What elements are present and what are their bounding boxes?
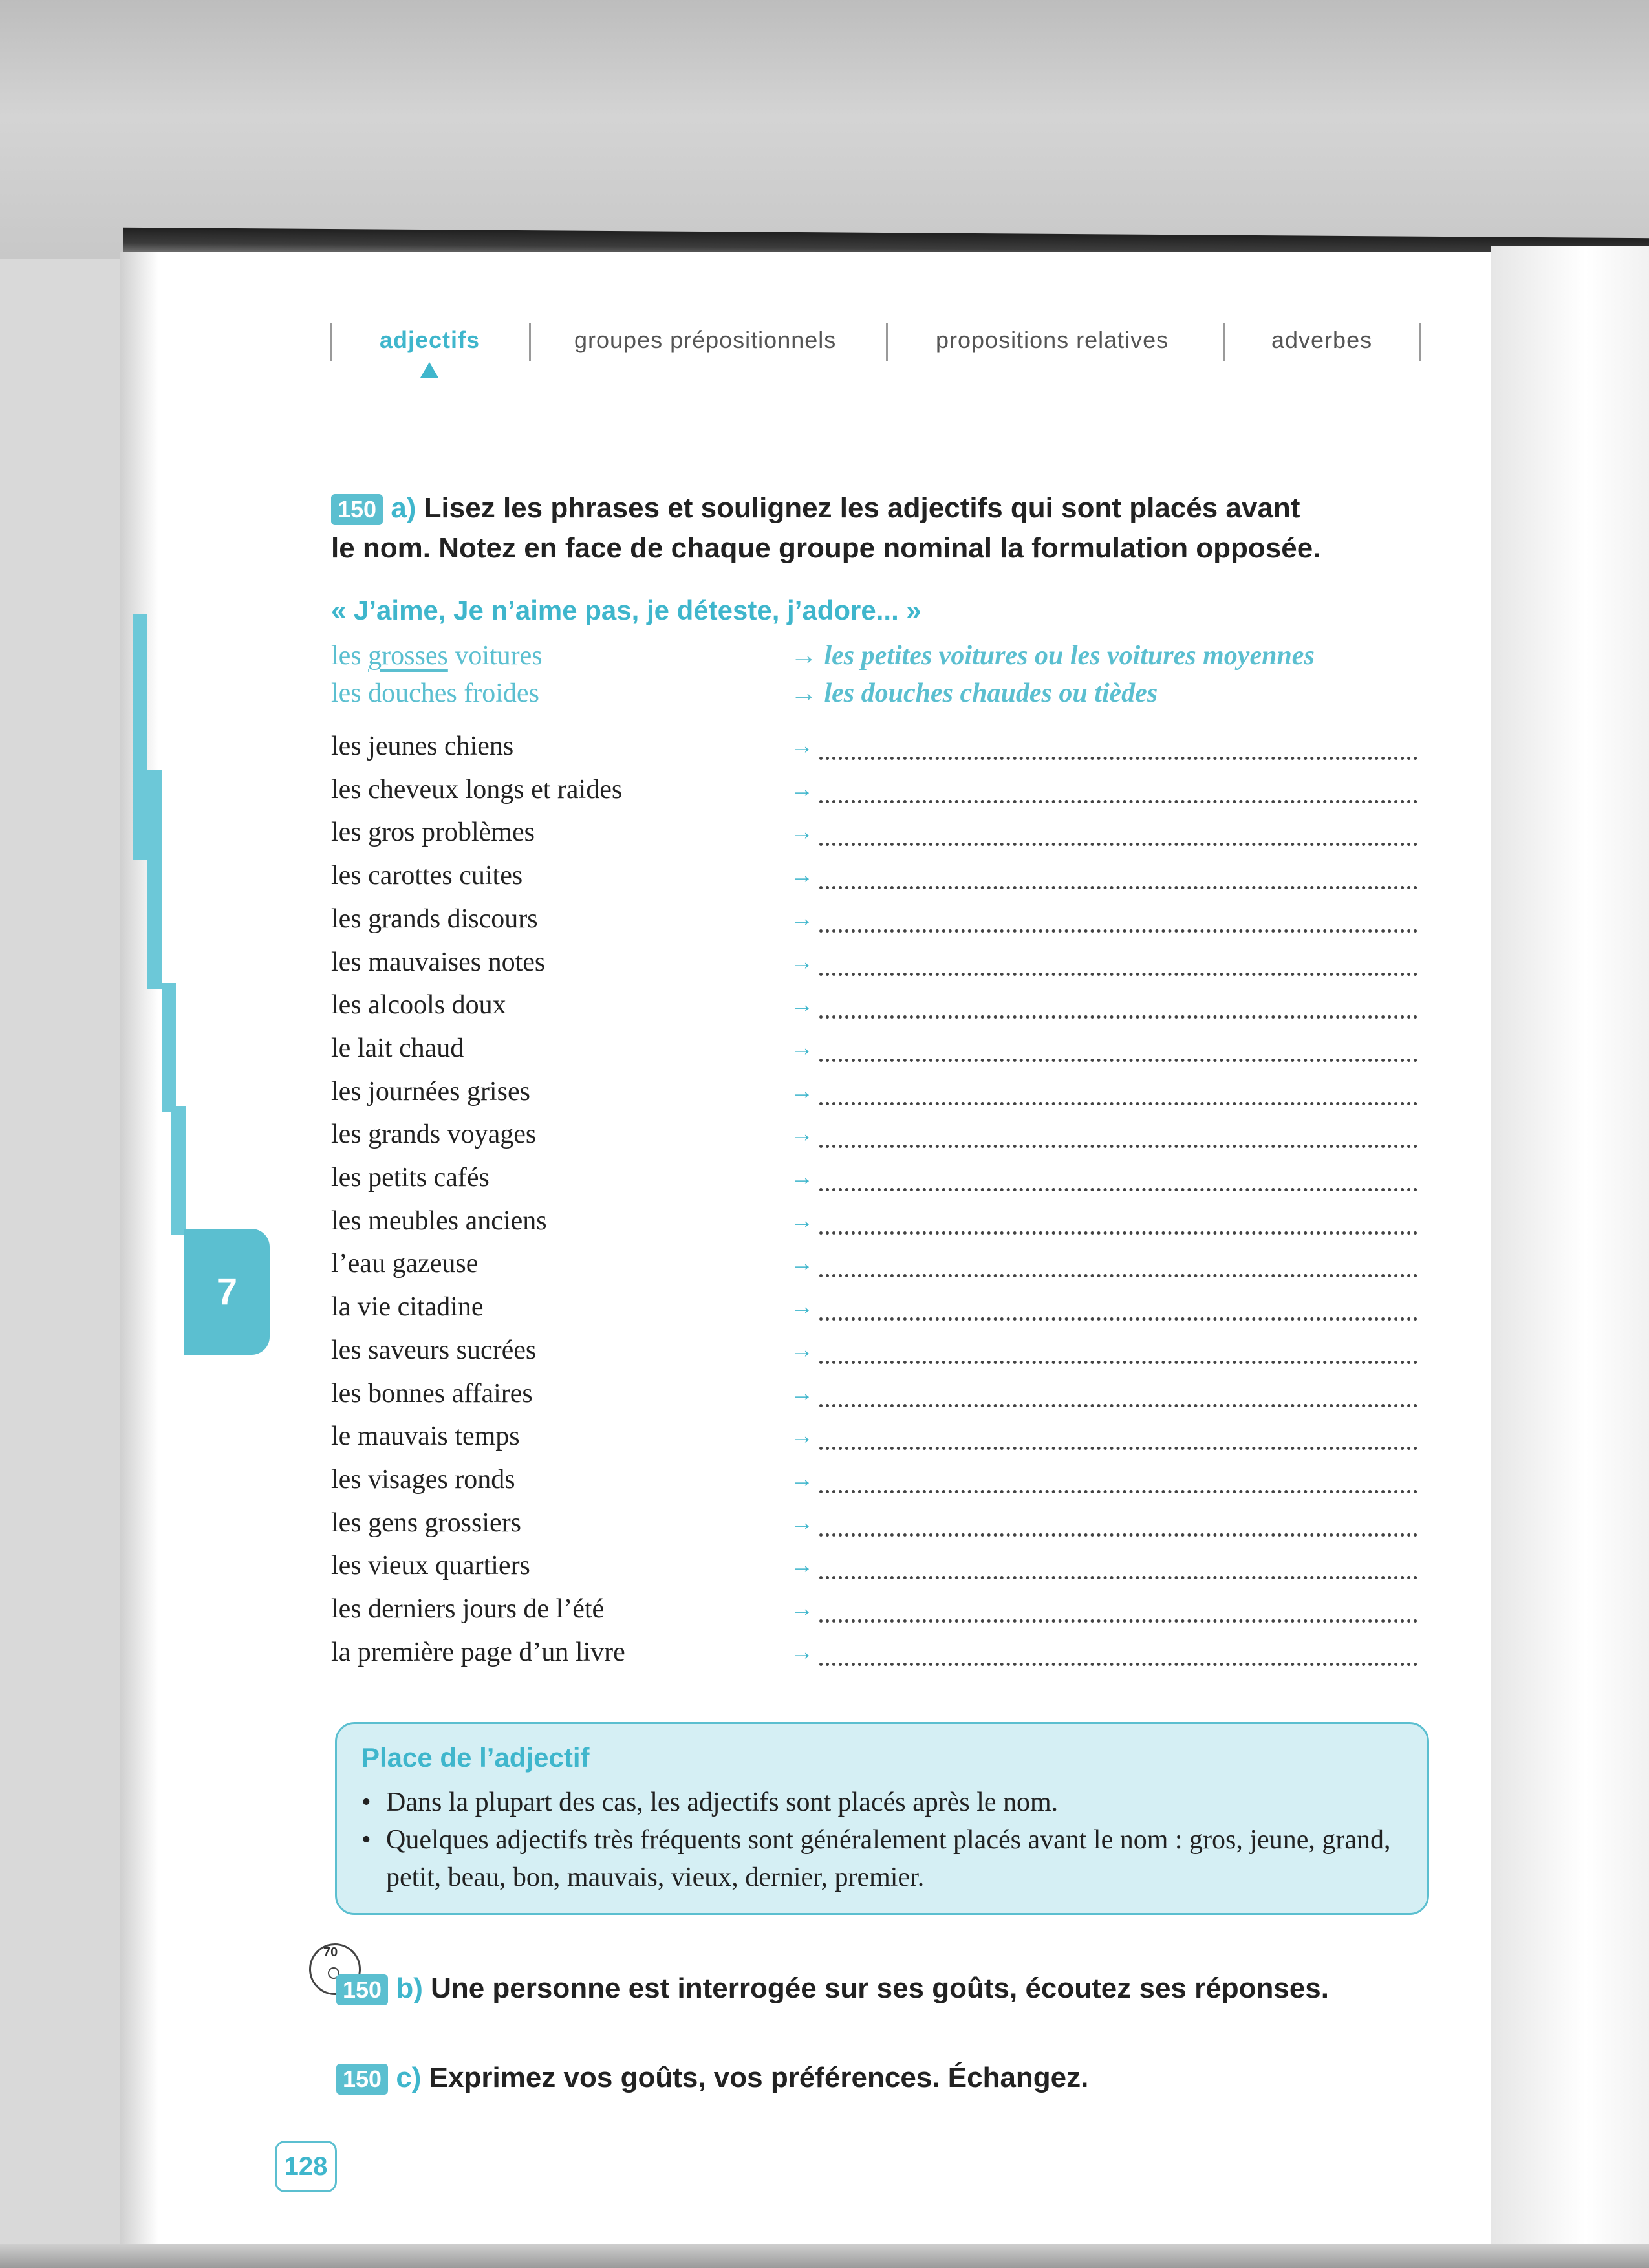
exercise-item-row [331, 989, 1417, 1032]
arrow-icon: → [790, 1293, 814, 1320]
noun-phrase: les gens grossiers [331, 1507, 521, 1538]
noun-phrase: les mauvaises notes [331, 947, 546, 977]
arrow-icon: → [790, 1637, 814, 1665]
nav-item-adjectifs[interactable]: adjectifs [380, 327, 480, 353]
example-answer [790, 640, 1315, 671]
answer-blank[interactable] [819, 1619, 1417, 1623]
arrow-icon: → [790, 732, 814, 759]
exercise-item-row [331, 1033, 1417, 1075]
answer-blank[interactable] [819, 1404, 1417, 1407]
exercise-item-row [331, 774, 1417, 817]
nav-separator [529, 323, 531, 361]
noun-phrase: la vie citadine [331, 1292, 484, 1323]
answer-blank[interactable] [819, 800, 1417, 803]
noun-phrase: les derniers jours de l’été [331, 1594, 605, 1624]
exercise-item-row [331, 1550, 1417, 1593]
answer-blank[interactable] [819, 1361, 1417, 1364]
arrow-icon: → [790, 947, 814, 975]
part-label: b) [396, 1972, 423, 2004]
exercise-item-row [331, 1637, 1417, 1679]
noun-phrase: les alcools doux [331, 990, 506, 1021]
part-label: c) [396, 2062, 422, 2093]
exercise-item-row [331, 1248, 1417, 1291]
answer-blank[interactable] [819, 1059, 1417, 1062]
noun-phrase: les grands voyages [331, 1119, 537, 1150]
part-label: a) [391, 492, 416, 524]
exercise-item-row [331, 860, 1417, 903]
scan-background [0, 0, 1649, 259]
example-answer [790, 678, 1158, 709]
noun-phrase: les cheveux longs et raides [331, 774, 623, 805]
noun-phrase: les carottes cuites [331, 861, 523, 891]
example-phrase [331, 640, 543, 671]
arrow-icon: → [790, 1249, 814, 1277]
answer-blank[interactable] [819, 1102, 1417, 1105]
exercise-item-row [331, 1076, 1417, 1119]
noun-phrase: les saveurs sucrées [331, 1335, 537, 1365]
answer-blank[interactable] [819, 1447, 1417, 1450]
noun-phrase: les petits cafés [331, 1163, 490, 1193]
instruction-line-1: Lisez les phrases et soulignez les adjectifs qui sont placés avant [424, 492, 1300, 524]
answer-blank[interactable] [819, 1533, 1417, 1537]
nav-item-propositions-relatives[interactable]: propositions relatives [936, 327, 1169, 353]
arrow-icon: → [790, 1551, 814, 1579]
nav-item-groupes-prepositionnels[interactable]: groupes prépositionnels [574, 327, 837, 353]
exercise-item-row [331, 1464, 1417, 1507]
exercise-item-row [331, 947, 1417, 989]
answer-blank[interactable] [819, 1274, 1417, 1277]
exercise-item-row [331, 817, 1417, 859]
example-answer-text: les douches chaudes ou tièdes [824, 678, 1158, 708]
example-text: voitures [447, 641, 543, 671]
exercise-number-badge: 150 [331, 494, 383, 525]
noun-phrase: la première page d’un livre [331, 1637, 625, 1667]
exercise-item-row [331, 1205, 1417, 1248]
arrow-icon: → [790, 861, 814, 889]
answer-blank[interactable] [819, 929, 1417, 933]
answer-blank[interactable] [819, 1188, 1417, 1191]
side-tab-strip [171, 1106, 186, 1235]
noun-phrase: les grands discours [331, 903, 538, 934]
noun-phrase: le lait chaud [331, 1033, 464, 1063]
arrow-icon: → [790, 818, 814, 845]
side-tab-strip [133, 614, 147, 860]
exercise-item-row [331, 903, 1417, 946]
noun-phrase: les meubles anciens [331, 1205, 547, 1236]
side-tab-strip [147, 770, 162, 989]
audio-track-number: 70 [323, 1945, 338, 1960]
answer-blank[interactable] [819, 1317, 1417, 1321]
exercise-item-row [331, 1291, 1417, 1334]
instruction-line-2: le nom. Notez en face de chaque groupe nominal la formulation opposée. [331, 532, 1321, 564]
nav-separator [330, 323, 332, 361]
facing-page [1491, 246, 1649, 2268]
exercise-item-row [331, 1335, 1417, 1377]
answer-blank[interactable] [819, 1015, 1417, 1019]
arrow-icon: → [790, 1379, 814, 1406]
noun-phrase: les gros problèmes [331, 817, 535, 848]
noun-phrase: les visages ronds [331, 1464, 515, 1495]
scan-bottom-edge [0, 2244, 1649, 2268]
arrow-icon: → [790, 904, 814, 931]
exercise-item-row [331, 1162, 1417, 1205]
side-tab-strip [162, 983, 176, 1112]
exercise-item-row [331, 1421, 1417, 1463]
exercise-part-b [336, 1972, 1329, 2005]
nav-separator [1419, 323, 1421, 361]
grammar-rule-box [335, 1722, 1429, 1915]
arrow-icon: → [790, 1508, 814, 1535]
exercise-item-row [331, 731, 1417, 773]
noun-phrase: le mauvais temps [331, 1421, 520, 1452]
arrow-icon: → [790, 1033, 814, 1061]
rule-point: • Quelques adjectifs très fréquents sont généralement placés avant le nom : gros, jeune, grand, petit, beau, bon, mauvais, vieux, dernier, premier. [361, 1821, 1403, 1896]
rule-title: Place de l’adjectif [361, 1742, 590, 1773]
arrow-icon: → [790, 775, 814, 802]
page-number: 128 [275, 2141, 337, 2192]
answer-blank[interactable] [819, 1576, 1417, 1579]
noun-phrase: les bonnes affaires [331, 1378, 533, 1409]
arrow-icon: → [790, 991, 814, 1018]
example-text: les [331, 641, 369, 671]
active-nav-arrow-icon [420, 362, 438, 378]
exercise-item-row [331, 1119, 1417, 1161]
quote-prompt: « J’aime, Je n’aime pas, je déteste, j’adore... » [331, 595, 921, 625]
exercise-item-row [331, 1378, 1417, 1421]
noun-phrase: les journées grises [331, 1076, 530, 1107]
exercise-part-c [336, 2062, 1088, 2095]
chapter-tab [184, 1229, 270, 1355]
arrow-icon: → [790, 1422, 814, 1449]
arrow-icon: → [790, 1335, 814, 1363]
exercise-item-row [331, 1507, 1417, 1550]
answer-blank[interactable] [819, 1231, 1417, 1235]
part-b-text: Une personne est interrogée sur ses goûts, écoutez ses réponses. [431, 1972, 1329, 2004]
answer-blank[interactable] [819, 1145, 1417, 1148]
arrow-icon: → [790, 678, 817, 708]
answer-blank[interactable] [819, 757, 1417, 760]
underlined-adjective: grosses [368, 641, 448, 671]
answer-blank[interactable] [819, 1663, 1417, 1666]
rule-point: • Dans la plupart des cas, les adjectifs sont placés après le nom. [361, 1784, 1403, 1821]
example-text: les douches froides [331, 678, 539, 708]
arrow-icon: → [790, 1595, 814, 1621]
arrow-icon: → [790, 641, 817, 671]
answer-blank[interactable] [819, 886, 1417, 889]
arrow-icon: → [790, 1206, 814, 1233]
noun-phrase: l’eau gazeuse [331, 1249, 479, 1279]
arrow-icon: → [790, 1077, 814, 1104]
rule-list [361, 1784, 1403, 1896]
nav-separator [1223, 323, 1225, 361]
chapter-number: 7 [216, 1271, 238, 1313]
answer-blank[interactable] [819, 973, 1417, 976]
answer-blank[interactable] [819, 1490, 1417, 1493]
exercise-instruction [331, 488, 1430, 568]
part-c-text: Exprimez vos goûts, vos préférences. Échangez. [429, 2062, 1089, 2093]
exercise-item-row [331, 1593, 1417, 1636]
nav-separator [886, 323, 888, 361]
page-gutter-shadow [120, 252, 158, 2251]
answer-blank[interactable] [819, 843, 1417, 846]
arrow-icon: → [790, 1120, 814, 1147]
exercise-number-badge: 150 [336, 2064, 388, 2095]
example-answer-text: les petites voitures ou les voitures moyennes [824, 641, 1315, 671]
example-phrase [331, 678, 539, 709]
arrow-icon: → [790, 1465, 814, 1492]
nav-item-adverbes[interactable]: adverbes [1271, 327, 1373, 353]
arrow-icon: → [790, 1163, 814, 1190]
noun-phrase: les vieux quartiers [331, 1551, 530, 1581]
noun-phrase: les jeunes chiens [331, 731, 514, 761]
exercise-number-badge: 150 [336, 1974, 388, 2005]
